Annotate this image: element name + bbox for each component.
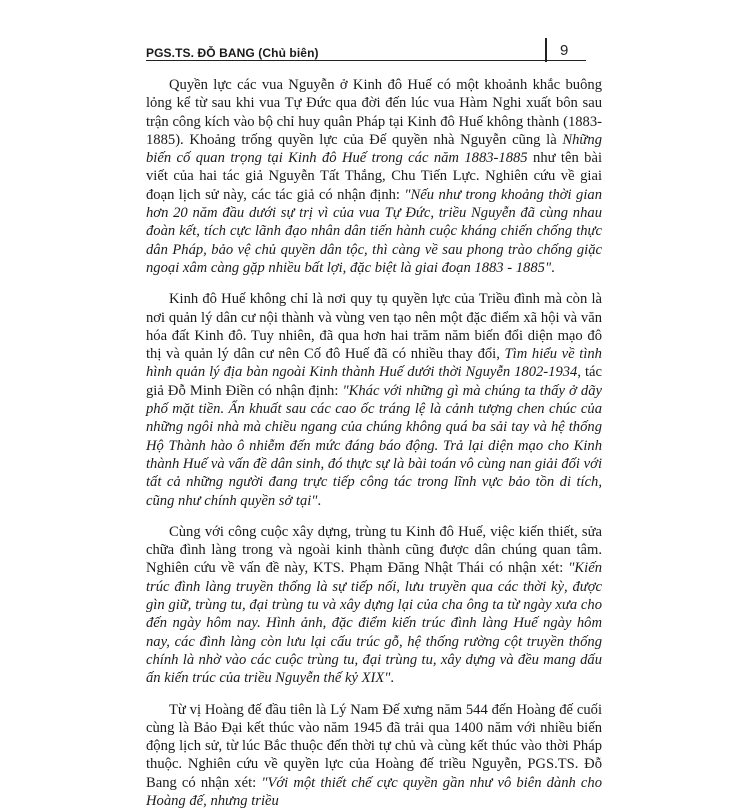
quotation-run: "Kiến trúc đình làng truyền thống là sự tiếp nối, lưu truyền qua các thời kỳ, được gìn giữ, trùng tu, đại trùng tu và xây dựng lại của cha ông ta từ ngày xưa cho đến ngày hôm nay. Hình ảnh, đặc điểm kiến trúc đình làng Huế ngày hôm nay, các đình làng còn lưu lại cấu trúc gỗ, hệ thống rường cột truyền thống chính là nhờ vào các cuộc trùng tu, đại trùng tu, xây dựng và đều mang dấu ấn kiến trúc của triều Nguyễn thế kỷ XIX" [146, 560, 602, 686]
text-run: . [390, 670, 394, 686]
text-run: Từ vị Hoàng đế đầu tiên là Lý Nam Đế xưng năm 544 đến Hoàng đế cuối cùng là Bảo Đại kết thúc vào năm 1945 đã trải qua 1400 năm với nhiều biến động lịch sử, từ lúc Bắc thuộc đến thời tự chủ và cùng kết thúc vào thời Pháp thuộc. Nghiên cứu về quyền lực của Hoàng đế triều Nguyễn, PGS.TS. Đỗ Bang có nhận xét: [146, 702, 602, 791]
header-divider-bar [545, 38, 547, 62]
text-run: Cùng với công cuộc xây dựng, trùng tu Kinh đô Huế, việc kiến thiết, sửa chữa đình làng trong và ngoài kinh thành cũng được dân chúng quan tâm. Nghiên cứu về vấn đề này, KTS. Phạm Đăng Nhật Thái có nhận xét: [146, 524, 602, 577]
quotation-run: "Nếu như trong khoảng thời gian hơn 20 năm đầu dưới sự trị vì của vua Tự Đức, triều Nguyễn đã cùng nhau đoàn kết, tích cực lãnh đạo nhân dân tiến hành cuộc kháng chiến chống thực dân Pháp, bảo vệ chủ quyền dân tộc, thì càng về sau phong trào chống giặc ngoại xâm càng gặp nhiều bất lợi, đặc biệt là giai đoạn 1883 - 1885" [146, 187, 602, 276]
header-author: PGS.TS. ĐỖ BANG (Chủ biên) [146, 46, 319, 60]
text-run: . [317, 493, 321, 509]
text-run: . [551, 260, 555, 276]
paragraph-2 [146, 290, 602, 510]
text-run: , tác giả Đỗ Minh Điền có nhận định: [146, 364, 602, 398]
header-rule [146, 60, 586, 61]
running-header [146, 44, 586, 64]
body-text [146, 76, 602, 810]
paragraph-4 [146, 701, 602, 810]
work-title-run: Những biến cố quan trọng tại Kinh đô Huế trong các năm 1883-1885 [146, 132, 602, 166]
text-run: Kinh đô Huế không chỉ là nơi quy tụ quyền lực của Triều đình mà còn là nơi quản lý dân cư nội thành và vùng ven tạo nên một đặc điểm xã hội và văn hóa đất Kinh đô. Tuy nhiên, đã qua hơn hai trăm năm biến đổi diện mạo đô thị và quản lý dân cư nên Cố đô Huế đã có nhiều thay đổi, [146, 291, 602, 362]
work-title-run: Tìm hiểu về tình hình quản lý địa bàn ngoài Kinh thành Huế dưới thời Nguyễn 1802-1934 [146, 346, 602, 380]
page-number: 9 [560, 42, 568, 59]
text-run: như tên bài viết của hai tác giả Nguyễn Tất Thắng, Chu Tiến Lực. Nghiên cứu về giai đoạn lịch sử này, các tác giả có nhận định: [146, 150, 602, 203]
quotation-run: "Với một thiết chế cực quyền gần như vô biên dành cho Hoàng đế, nhưng triều [146, 775, 602, 809]
text-run: Quyền lực các vua Nguyễn ở Kinh đô Huế có một khoảnh khắc buông lỏng kể từ sau khi vua Tự Đức qua đời đến lúc vua Hàm Nghi xuất bôn sau trận công kích vào bộ chỉ huy quân Pháp tại Kinh đô Huế không thành (1883-1885). Khoảng trống quyền lực của Đế quyền nhà Nguyễn cũng là [146, 77, 602, 148]
paragraph-3 [146, 523, 602, 688]
quotation-run: "Khác với những gì mà chúng ta thấy ở dãy phố mặt tiền. Ẩn khuất sau các cao ốc tráng lệ là cảnh tượng chen chúc của những ngôi nhà mà chiều ngang của chúng không quá ba sải tay và hệ thống Hộ Thành hào ô nhiễm đến mức đáng báo động. Trả lại diện mạo cho Kinh thành Huế và vấn đề dân sinh, đó thực sự là bài toán vô cùng nan giải đối với tất cả những người đang trực tiếp công tác trong lĩnh vực bảo tồn di tích, cũng như chính quyền sở tại" [146, 383, 602, 509]
paragraph-1 [146, 76, 602, 277]
